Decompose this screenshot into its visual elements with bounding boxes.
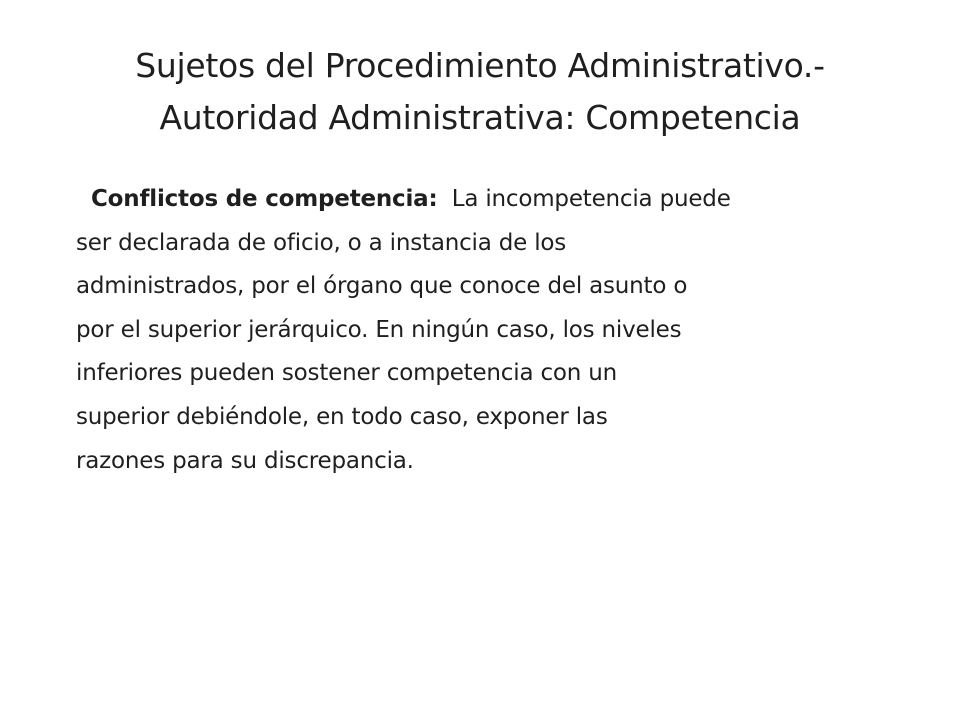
body-line-1 — [76, 178, 906, 222]
slide-title — [40, 40, 920, 144]
body-line-2: ser declarada de oficio, o a instancia de los — [76, 229, 567, 256]
body-line-3: administrados, por el órgano que conoce del asunto o — [76, 273, 688, 300]
body-line-6: superior debiéndole, en todo caso, exponer las — [76, 403, 608, 430]
slide-title-line-2: Autoridad Administrativa: Competencia — [159, 98, 801, 137]
body-line-1-text: La incompetencia puede — [437, 186, 731, 212]
slide-body-paragraph — [76, 178, 906, 483]
body-line-7: razones para su discrepancia. — [76, 447, 414, 474]
slide-title-line-1: Sujetos del Procedimiento Administrativo.- — [135, 46, 825, 85]
body-lead-heading: Conflictos de competencia: — [91, 186, 438, 212]
body-line-5: inferiores pueden sostener competencia con un — [76, 360, 618, 387]
body-line-4: por el superior jerárquico. En ningún caso, los niveles — [76, 316, 682, 343]
